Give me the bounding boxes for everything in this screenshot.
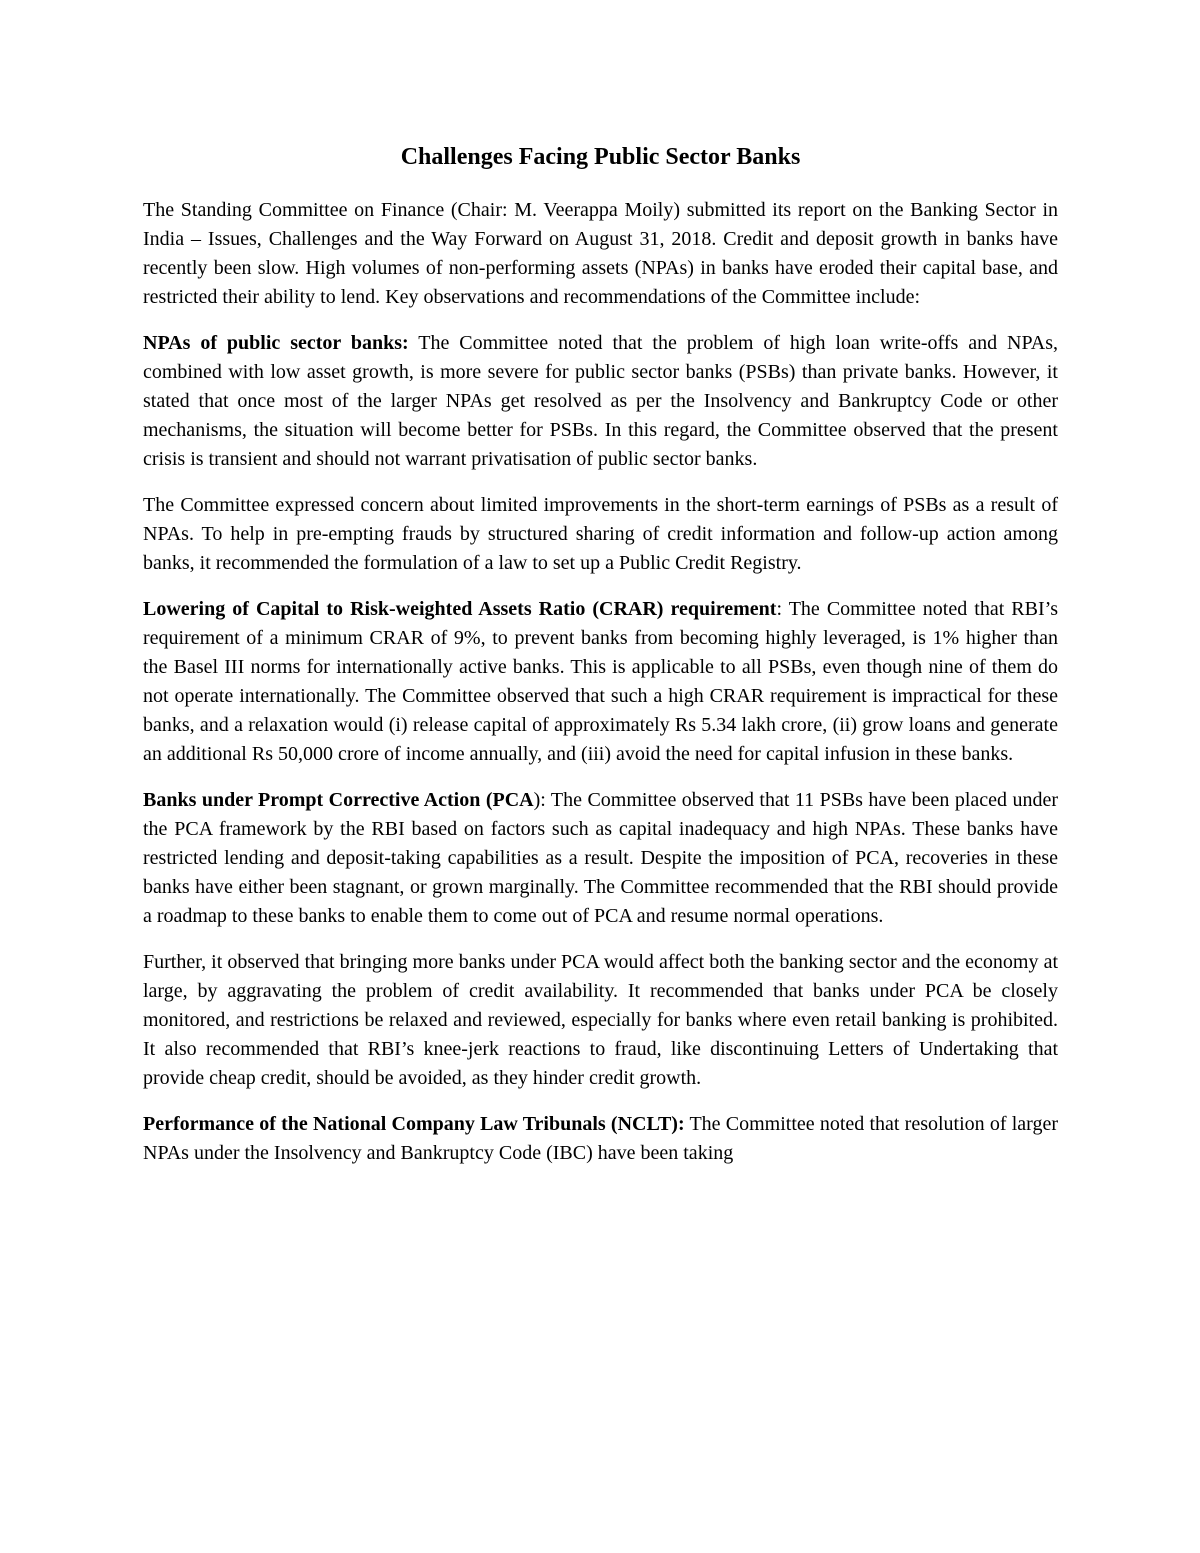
- paragraph-credit-registry: [143, 491, 1058, 578]
- paragraph-crar-requirement: [143, 595, 1058, 769]
- paragraph-text: The Committee expressed concern about limited improvements in the short-term earnings of PSBs as a result of NPAs. To help in pre-empting frauds by structured sharing of credit information and follow-up action among banks, it recommended the formulation of a law to set up a Public Credit Registry.: [143, 494, 1058, 574]
- paragraph-lead: Banks under Prompt Corrective Action (PCA: [143, 789, 534, 811]
- paragraph-text: : The Committee noted that RBI’s requirement of a minimum CRAR of 9%, to prevent banks from becoming highly leveraged, is 1% higher than the Basel III norms for internationally active banks. This is applicable to all PSBs, even though nine of them do not operate internationally. The Committee observed that such a high CRAR requirement is impractical for these banks, and a relaxation would (i) release capital of approximately Rs 5.34 lakh crore, (ii) grow loans and generate an additional Rs 50,000 crore of income annually, and (iii) avoid the need for capital infusion in these banks.: [143, 598, 1058, 765]
- paragraph-text: The Committee noted that resolution of larger NPAs under the Insolvency and Bankruptcy Code (IBC) have been taking: [143, 1113, 1059, 1164]
- paragraph-nclt-performance: [143, 1110, 1058, 1168]
- paragraph-intro: [143, 196, 1058, 312]
- paragraph-npas-of-psbs: [143, 329, 1058, 474]
- paragraph-pca-further: [143, 948, 1058, 1093]
- paragraph-text: Further, it observed that bringing more banks under PCA would affect both the banking sector and the economy at large, by aggravating the problem of credit availability. It recommended that banks under PCA be closely monitored, and restrictions be relaxed and reviewed, especially for banks where even retail banking is prohibited. It also recommended that RBI’s knee-jerk reactions to fraud, like discontinuing Letters of Undertaking that provide cheap credit, should be avoided, as they hinder credit growth.: [143, 951, 1058, 1089]
- paragraph-lead: NPAs of public sector banks:: [143, 332, 409, 354]
- paragraph-text: The Standing Committee on Finance (Chair: M. Veerappa Moily) submitted its report on the Banking Sector in India – Issues, Challenges and the Way Forward on August 31, 2018. Credit and deposit growth in banks have recently been slow. High volumes of non-performing assets (NPAs) in banks have eroded their capital base, and restricted their ability to lend. Key observations and recommendations of the Committee include:: [143, 199, 1058, 308]
- paragraph-text: The Committee noted that the problem of high loan write-offs and NPAs, combined with low asset growth, is more severe for public sector banks (PSBs) than private banks. However, it stated that once most of the larger NPAs get resolved as per the Insolvency and Bankruptcy Code or other mechanisms, the situation will become better for PSBs. In this regard, the Committee observed that the present crisis is transient and should not warrant privatisation of public sector banks.: [143, 332, 1058, 470]
- paragraph-lead: Performance of the National Company Law Tribunals (NCLT):: [143, 1113, 685, 1135]
- document-title: Challenges Facing Public Sector Banks: [400, 144, 801, 170]
- paragraph-text: ): The Committee observed that 11 PSBs have been placed under the PCA framework by the RBI based on factors such as capital inadequacy and high NPAs. These banks have restricted lending and deposit-taking capabilities as a result. Despite the imposition of PCA, recoveries in these banks have either been stagnant, or grown marginally. The Committee recommended that the RBI should provide a roadmap to these banks to enable them to come out of PCA and resume normal operations.: [143, 789, 1059, 927]
- paragraph-lead: Lowering of Capital to Risk-weighted Assets Ratio (CRAR) requirement: [143, 598, 777, 620]
- paragraph-pca-banks: [143, 786, 1058, 931]
